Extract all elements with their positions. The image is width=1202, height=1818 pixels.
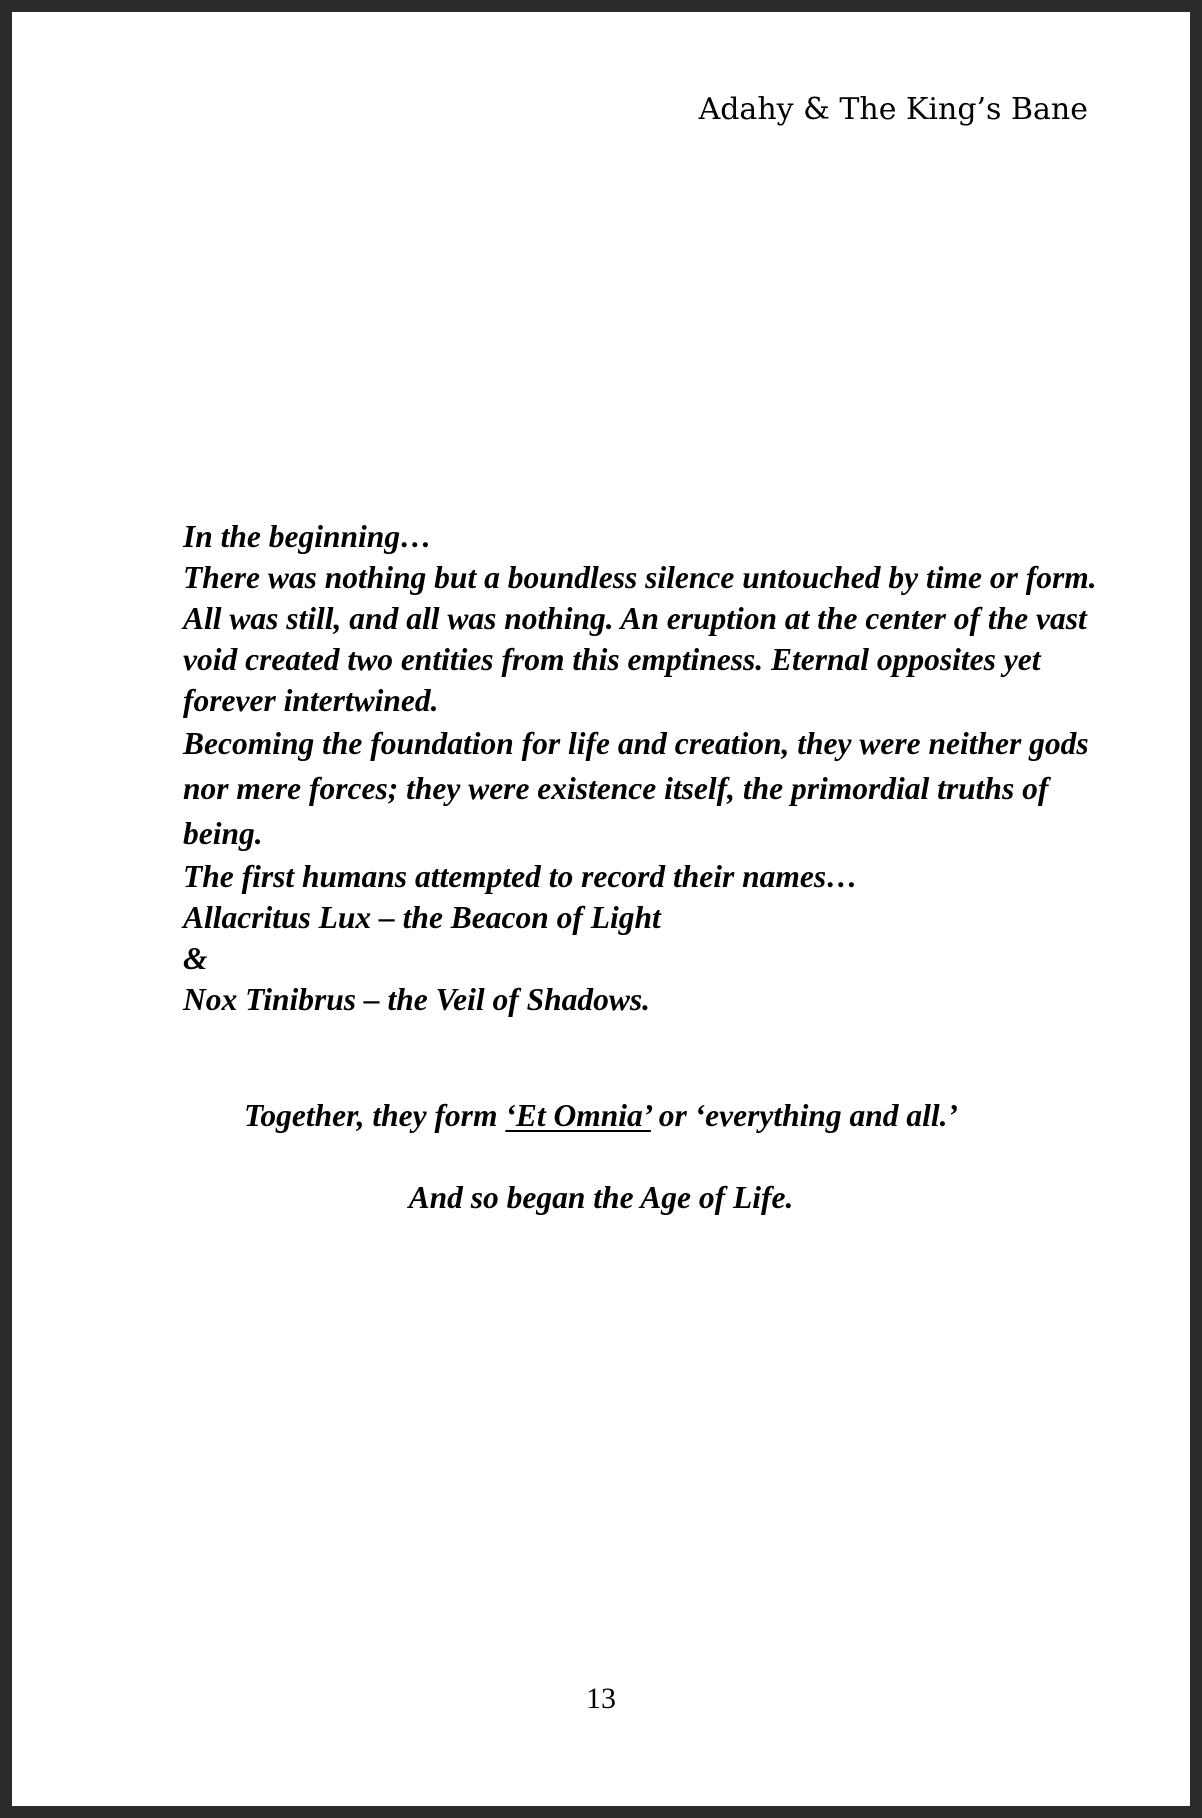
name-allacritus-lux: Allacritus Lux – the Beacon of Light [183,900,661,935]
running-header: Adahy & The King’s Bane [698,92,1088,127]
document-page [12,12,1190,1806]
together-line [12,1098,1190,1134]
opening-line: In the beginning… [183,519,432,554]
together-text-end: or ‘everything and all.’ [650,1098,959,1133]
together-text-start: Together, they form [243,1098,506,1133]
page-number: 13 [586,1682,616,1715]
paragraph-nothing: There was nothing but a boundless silence untouched by time or form. [183,560,1097,595]
paragraph-eruption: All was still, and all was nothing. An eruption at the center of the vast void created two entities from this emptiness. Eternal opposites yet forever intertwined. [183,601,1087,718]
name-nox-tinibrus: Nox Tinibrus – the Veil of Shadows. [183,982,651,1017]
prologue-text [183,516,1103,1020]
ampersand-line: & [183,941,208,976]
closing-line: And so began the Age of Life. [408,1180,794,1215]
paragraph-foundation: Becoming the foundation for life and creation, they were neither gods nor mere forces; they were existence itself, the primordial truths of being. [183,726,1089,851]
paragraph-first-humans: The first humans attempted to record their names… [183,859,858,894]
et-omnia-term: ‘Et Omnia’ [505,1098,651,1133]
